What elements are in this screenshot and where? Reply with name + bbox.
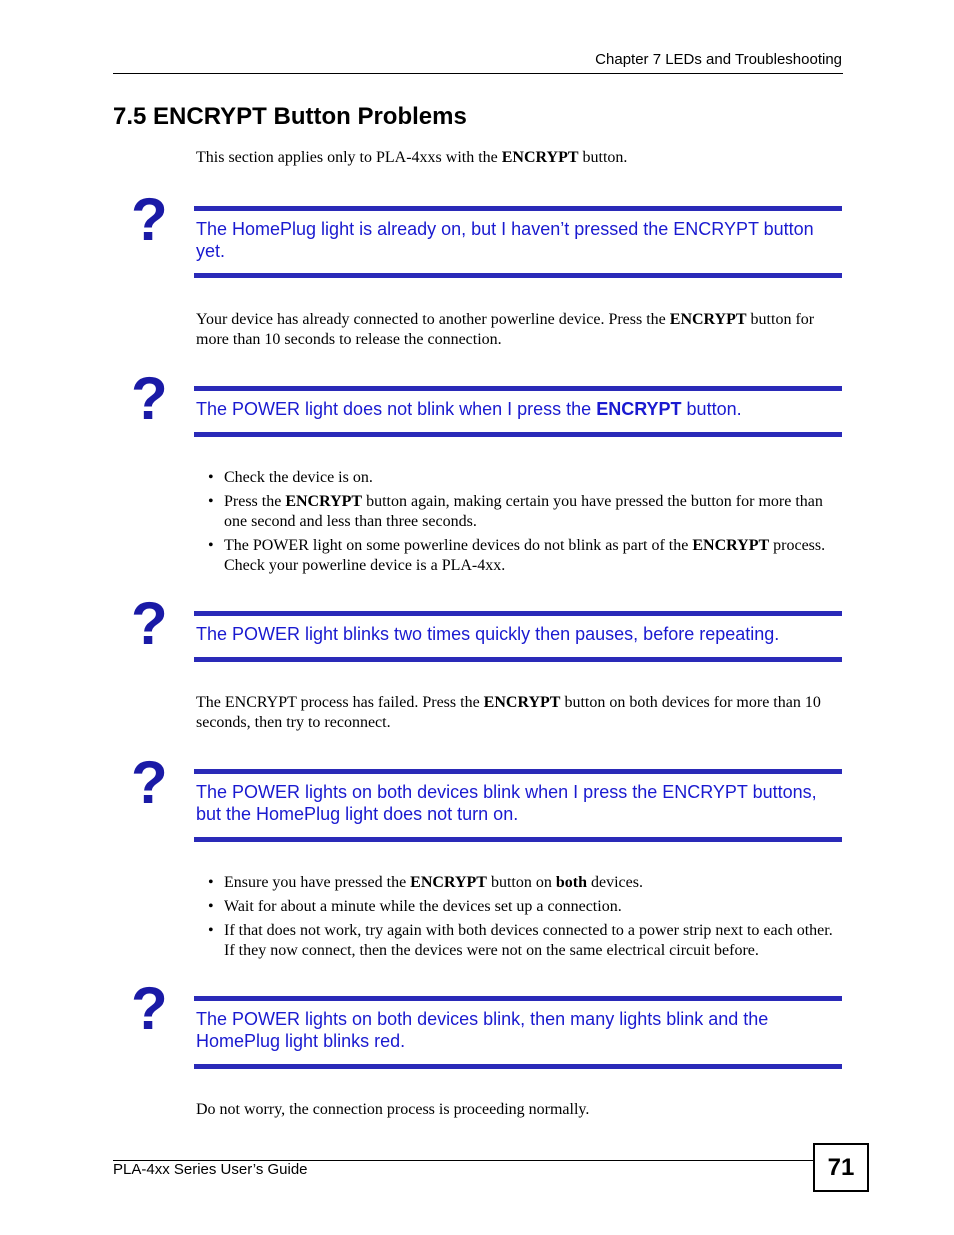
- list-item-text-end: button again, making certain you have pressed the button for more than one second and less than three seconds.: [224, 493, 823, 530]
- question-bar-top: [194, 386, 842, 391]
- list-item-text-end: devices.: [586, 874, 643, 891]
- list-item: [196, 873, 841, 893]
- question-text-1: The HomePlug light is already on, but I haven’t pressed the ENCRYPT button yet.: [196, 219, 814, 261]
- list-item-bold-2: both: [555, 874, 587, 891]
- question-box-1: [194, 206, 842, 278]
- question-text-3: The POWER light blinks two times quickly then pauses, before repeating.: [196, 624, 780, 644]
- list-item-bold: ENCRYPT: [285, 493, 363, 510]
- list-item-text: The POWER light on some powerline devices do not blink as part of the: [224, 537, 693, 554]
- intro-text-end: button.: [578, 149, 628, 166]
- question-mark-icon: ?: [131, 365, 168, 432]
- list-item: • If that does not work, try again with both devices connected to a power strip next to each other. If they now connect, then the devices were not on the same electrical circuit before.: [196, 921, 841, 961]
- question-mark-icon: ?: [131, 590, 168, 657]
- question-bar-bottom: [194, 657, 842, 662]
- question-box-4: [194, 769, 842, 842]
- list-item-text: Ensure you have pressed the: [224, 874, 411, 891]
- answer-text-end: button for more than 10 seconds to release the connection.: [196, 311, 815, 348]
- page-number: 71: [813, 1143, 869, 1192]
- answer-text: Your device has already connected to another powerline device. Press the: [196, 311, 670, 328]
- question-mark-icon: ?: [131, 186, 168, 253]
- intro-bold: ENCRYPT: [501, 149, 579, 166]
- question-mark-icon: ?: [131, 975, 168, 1042]
- question-text-5: The POWER lights on both devices blink, then many lights blink and the HomePlug light blinks red.: [196, 1009, 769, 1051]
- answer-paragraph-5: Do not worry, the connection process is proceeding normally.: [196, 1101, 590, 1118]
- question-bar-bottom: [194, 837, 842, 842]
- answer-paragraph-1: [196, 310, 841, 350]
- question-box-5: [194, 996, 842, 1069]
- answer-bold: ENCRYPT: [669, 311, 747, 328]
- question-bar-top: [194, 611, 842, 616]
- answer-text-end: button on both devices for more than 10 seconds, then try to reconnect.: [196, 694, 821, 731]
- question-box-3: [194, 611, 842, 662]
- question-text-4: The POWER lights on both devices blink when I press the ENCRYPT buttons, but the HomePlug light does not turn on.: [196, 782, 817, 824]
- question-bar-bottom: [194, 273, 842, 278]
- list-item-bold: ENCRYPT: [692, 537, 770, 554]
- question-mark-icon: ?: [131, 749, 168, 816]
- question-text-end: button.: [681, 399, 742, 419]
- list-item-bold: ENCRYPT: [410, 874, 487, 891]
- answer-text: The ENCRYPT process has failed. Press the: [196, 694, 484, 711]
- chapter-header: Chapter 7 LEDs and Troubleshooting: [595, 51, 842, 68]
- answer-paragraph-3: [196, 693, 841, 733]
- footer-guide-title: PLA-4xx Series User’s Guide: [113, 1161, 308, 1178]
- question-bar-top: [194, 769, 842, 774]
- question-text-2: [196, 398, 840, 420]
- list-item: • Check the device is on.: [196, 468, 841, 488]
- question-text: The POWER light does not blink when I press the: [196, 399, 597, 419]
- list-item-text: Press the: [224, 493, 286, 510]
- question-box-2: [194, 386, 842, 437]
- header-divider: [113, 73, 843, 74]
- list-item: • Wait for about a minute while the devices set up a connection.: [196, 897, 841, 917]
- question-bold: ENCRYPT: [596, 399, 682, 419]
- intro-text: This section applies only to PLA-4xxs with the: [196, 149, 502, 166]
- question-bar-top: [194, 206, 842, 211]
- list-item: [196, 492, 841, 532]
- question-bar-top: [194, 996, 842, 1001]
- answer-bold: ENCRYPT: [483, 694, 561, 711]
- question-bar-bottom: [194, 432, 842, 437]
- section-title: 7.5 ENCRYPT Button Problems: [113, 103, 467, 130]
- list-item-text-mid: button on: [486, 874, 556, 891]
- question-bar-bottom: [194, 1064, 842, 1069]
- answer-list-2: [196, 468, 841, 580]
- answer-list-4: [196, 873, 841, 965]
- list-item: [196, 536, 841, 576]
- list-item-text-end: process. Check your powerline device is a PLA-4xx.: [224, 537, 826, 574]
- section-intro: [196, 149, 627, 167]
